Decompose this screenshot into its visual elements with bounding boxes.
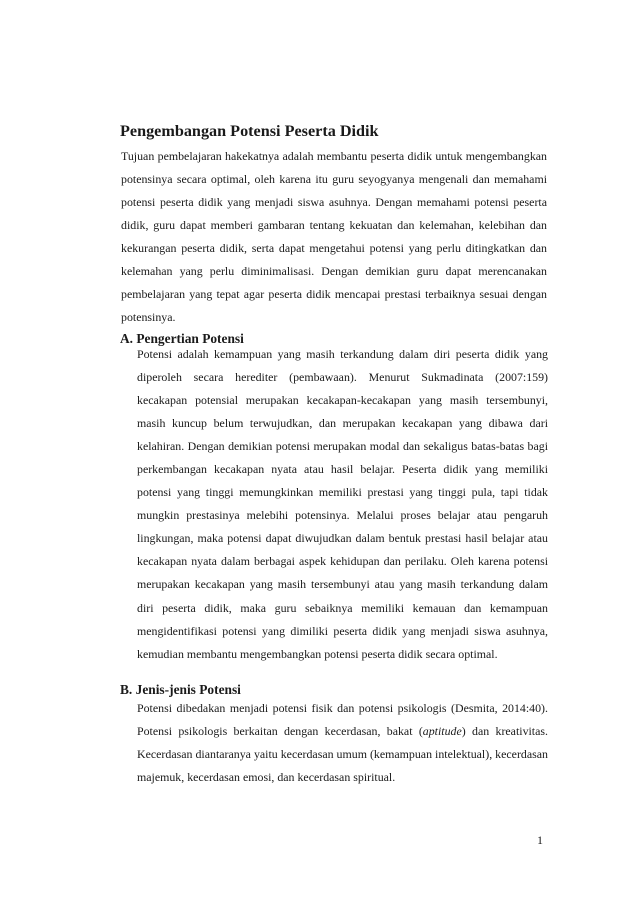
section-heading-jenis: B. Jenis-jenis Potensi xyxy=(120,682,241,697)
section-body-jenis xyxy=(137,697,548,789)
section-body-jenis-italic: aptitude xyxy=(422,724,462,739)
section-body-jenis-part1: Potensi dibedakan menjadi potensi fisik dan potensi psikologis (Desmita, 2014:40). Potensi psikologis berkaitan dengan kecerdasan, bakat ( xyxy=(137,701,548,739)
document-title: Pengembangan Potensi Peserta Didik xyxy=(120,122,379,140)
page-number: 1 xyxy=(537,833,543,847)
section-body-pengertian: Potensi adalah kemampuan yang masih terkandung dalam diri peserta didik yang diperoleh secara herediter (pembawaan). Menurut Sukmadinata (2007:159) kecakapan potensial merupakan kecakapan-kecakapan yang masih tersembunyi, masih kuncup belum terwujudkan, dan merupakan kecakapan yang dibawa dari kelahiran. Dengan demikian potensi merupakan modal dan sekaligus batas-batas bagi perkembangan kecakapan nyata atau hasil belajar. Peserta didik yang memiliki potensi yang tinggi memungkinkan memiliki prestasi yang tinggi pula, tapi tidak mungkin prestasinya melebihi potensinya. Melalui proses belajar atau pengaruh lingkungan, maka potensi dapat diwujudkan dalam bentuk prestasi hasil belajar atau kecakapan nyata dalam berbagai aspek kehidupan dan perilaku. Oleh karena potensi merupakan kecakapan yang masih tersembunyi atau yang masih terkandung dalam diri peserta didik, maka guru sebaiknya memiliki kemauan dan kemampuan mengidentifikasi potensi yang dimiliki peserta didik yang menjadi siswa asuhnya, kemudian membantu mengembangkan potensi peserta didik secara optimal. xyxy=(137,347,548,661)
intro-paragraph: Tujuan pembelajaran hakekatnya adalah membantu peserta didik untuk mengembangkan potensinya secara optimal, oleh karena itu guru seyogyanya mengenali dan memahami potensi peserta didik yang menjadi siswa asuhnya. Dengan memahami potensi peserta didik, guru dapat memberi gambaran tentang kekuatan dan kelemahan, kelebihan dan kekurangan peserta didik, serta dapat mengetahui potensi yang perlu ditingkatkan dan kelemahan yang perlu diminimalisasi. Dengan demikian guru dapat merencanakan pembelajaran yang tepat agar peserta didik mencapai prestasi terbaiknya sesuai dengan potensinya. xyxy=(121,149,547,325)
section-heading-pengertian: A. Pengertian Potensi xyxy=(120,331,244,346)
section-body-jenis-part2: ) dan kreativitas. Kecerdasan diantaranya yaitu kecerdasan umum (kemampuan intelektual), kecerdasan majemuk, kecerdasan emosi, dan kecerdasan spiritual. xyxy=(137,724,548,785)
